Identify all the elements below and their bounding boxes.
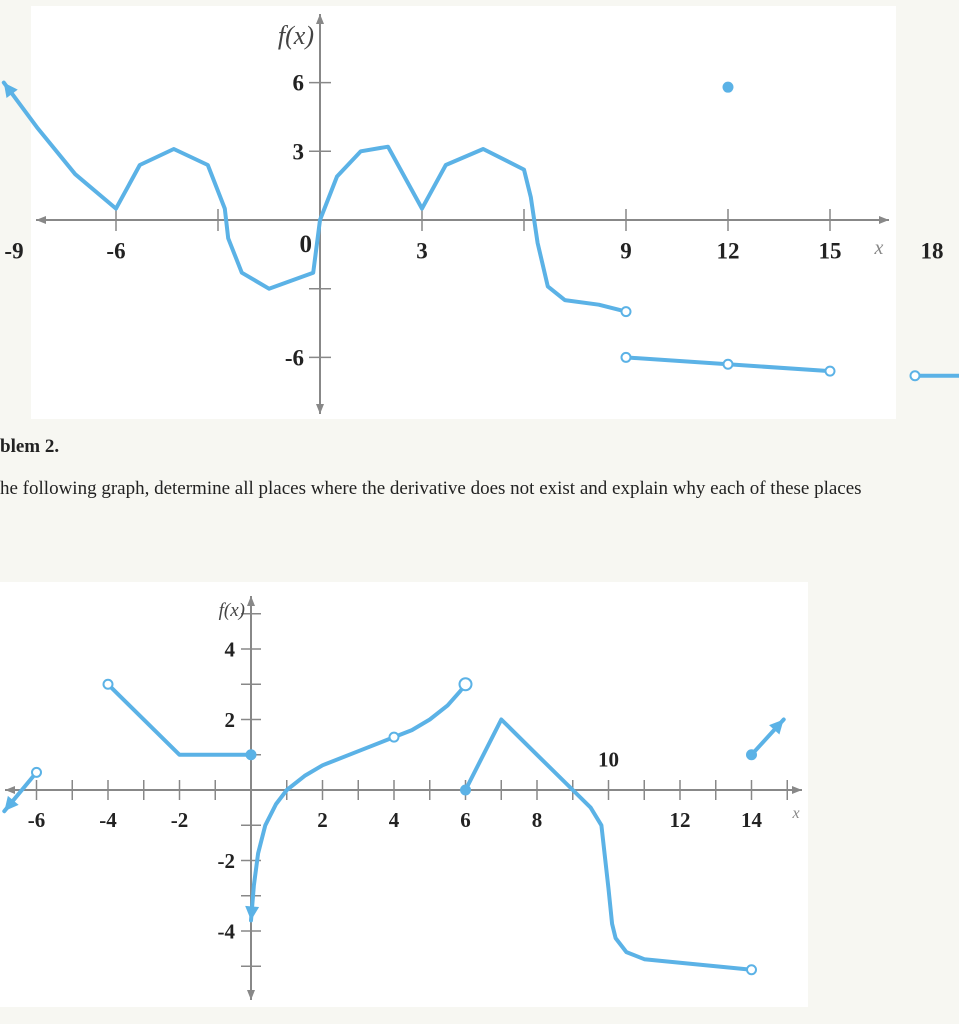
y-tick-label: 3 [292, 139, 304, 165]
closed-point [461, 786, 470, 795]
y-axis-title: f(x) [277, 21, 314, 50]
graph-panel-2 [0, 582, 808, 1007]
x-tick-label-10: 10 [598, 747, 619, 772]
y-tick-label: 2 [224, 707, 235, 732]
x-axis-arrow-left [5, 786, 15, 794]
open-point [622, 307, 631, 316]
y-tick-label: 4 [224, 637, 235, 662]
y-tick-label: -2 [217, 848, 235, 873]
x-tick-label: 3 [416, 238, 428, 264]
series-3-line [251, 684, 466, 920]
graph-1 [4, 6, 944, 419]
y-axis-arrow-up [247, 596, 255, 606]
curve-arrow-down [245, 906, 259, 921]
open-point [724, 360, 733, 369]
open-point [390, 733, 399, 742]
open-point [826, 367, 835, 376]
x-tick-label: -2 [170, 807, 189, 832]
closed-point [724, 83, 733, 92]
y-tick-label: 6 [292, 70, 304, 96]
x-tick-label: 15 [818, 238, 842, 264]
x-tick-label: -9 [4, 238, 24, 264]
open-point [622, 353, 631, 362]
x-axis-title: x [792, 805, 800, 822]
x-axis-title: x [874, 237, 884, 259]
x-tick-label: 6 [460, 807, 471, 832]
problem-text: he following graph, determine all places where the derivative does not exist and explain why each of these places [0, 478, 862, 499]
x-axis-arrow-right [792, 786, 802, 794]
graph-2 [0, 582, 808, 1007]
x-tick-label: 8 [531, 807, 543, 832]
open-point [460, 678, 472, 690]
x-tick-label: 12 [716, 238, 740, 264]
x-tick-label: -6 [27, 807, 46, 832]
origin-label: 0 [299, 231, 312, 258]
x-tick-label: 12 [669, 807, 691, 832]
y-tick-label: -4 [217, 919, 235, 944]
closed-point [247, 750, 256, 759]
x-tick-label: -6 [106, 238, 126, 264]
x-tick-label: 14 [741, 807, 762, 832]
graph-panel-1 [4, 6, 944, 419]
x-axis-arrow-left [36, 216, 46, 224]
y-axis-arrow-down [247, 990, 255, 1000]
x-tick-label: -4 [99, 807, 117, 832]
open-point [32, 768, 41, 777]
y-tick-label: -6 [284, 345, 304, 371]
open-point [911, 371, 920, 380]
x-axis-arrow-right [879, 216, 889, 224]
y-axis-title: f(x) [218, 600, 245, 621]
x-tick-label: 2 [317, 807, 328, 832]
open-point [747, 965, 756, 974]
problem-heading: blem 2. [0, 436, 60, 457]
closed-point [747, 750, 756, 759]
x-tick-label: 4 [388, 807, 400, 832]
open-point [104, 680, 113, 689]
series-1-line [4, 83, 626, 312]
x-tick-label: 18 [920, 238, 944, 264]
x-tick-label: 9 [620, 238, 632, 264]
y-axis-arrow-down [316, 404, 324, 414]
y-axis-arrow-up [316, 14, 324, 24]
